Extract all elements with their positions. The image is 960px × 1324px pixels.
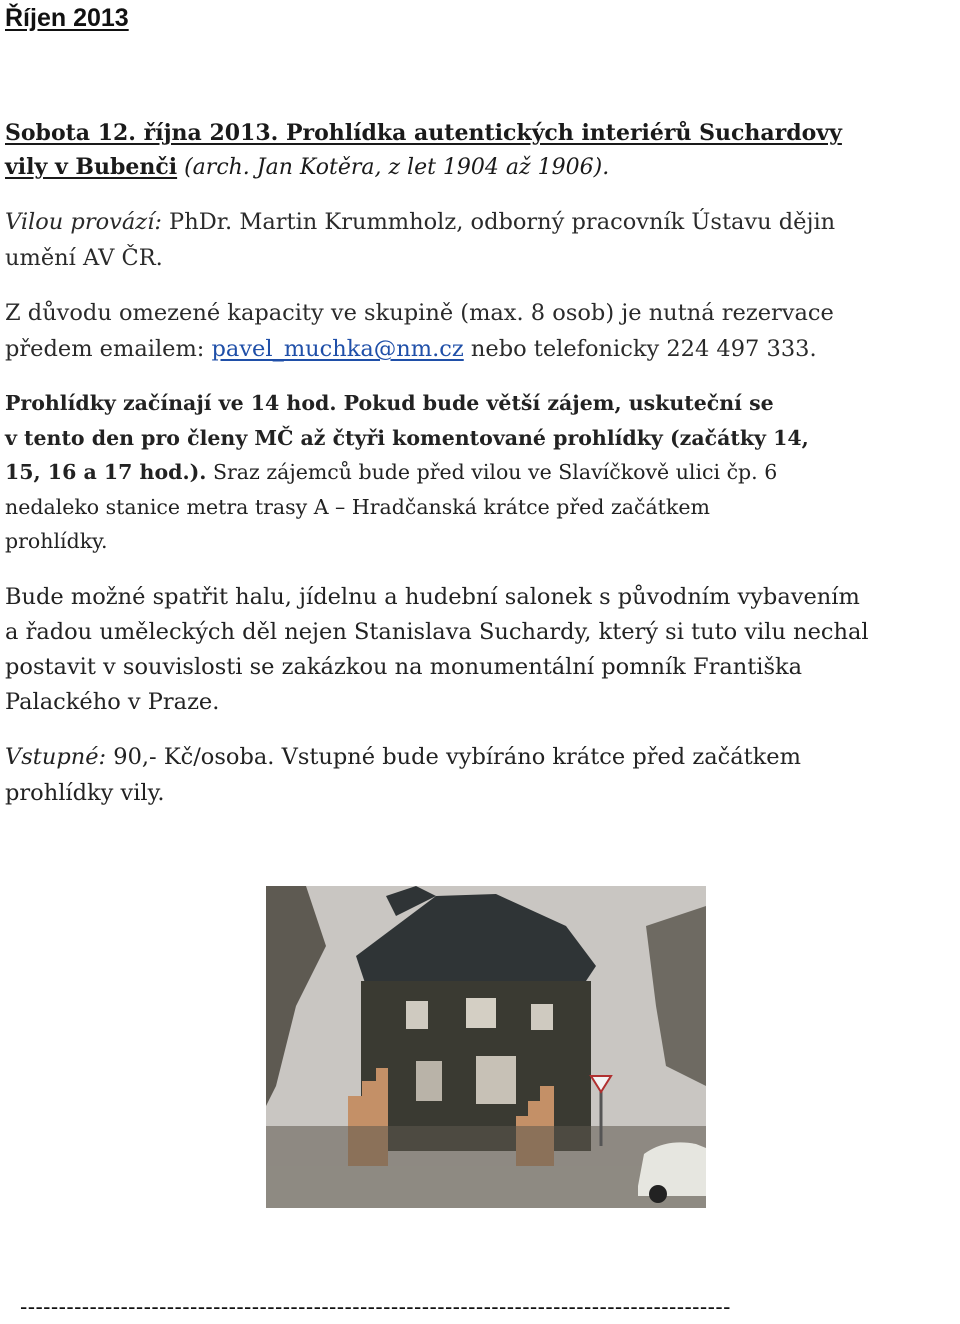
photo-window [416, 1061, 442, 1101]
photo-window [476, 1056, 516, 1104]
description-line-1: Bude možné spatřit halu, jídelnu a hudební salonek s původním vybavením [5, 584, 860, 610]
photo-car-wheel [649, 1185, 667, 1203]
photo-fence [266, 1126, 706, 1166]
email-link[interactable]: pavel_muchka@nm.cz [211, 336, 464, 362]
villa-photo [266, 886, 706, 1208]
event-title-line-1: Sobota 12. října 2013. Prohlídka autentických interiérů Suchardovy [5, 120, 842, 146]
event-title-villa: vily v Bubenči [5, 154, 178, 180]
schedule-extra: Pokud bude větší zájem, uskuteční se [336, 391, 774, 415]
page-heading: Říjen 2013 [5, 4, 129, 32]
guide-institute: umění AV ČR. [5, 245, 163, 271]
description-line-4: Palackého v Praze. [5, 689, 220, 715]
reservation-prefix: předem emailem: [5, 336, 212, 362]
meeting-point: Sraz zájemců bude před vilou ve Slavíčkově ulici čp. 6 [206, 460, 778, 484]
photo-window [531, 1004, 553, 1030]
description-line-3: postavit v souvislosti se zakázkou na monumentální pomník Františka [5, 654, 803, 680]
guide-name: PhDr. Martin Krummholz, odborný pracovník Ústavu dějin [161, 209, 836, 235]
guide-label: Vilou provází: [5, 209, 162, 235]
guide-paragraph [5, 204, 835, 276]
schedule-line-5: prohlídky. [5, 529, 108, 553]
fee-line-2: prohlídky vily. [5, 780, 165, 806]
fee-paragraph [5, 739, 801, 811]
schedule-paragraph [5, 386, 809, 559]
photo-window [466, 998, 496, 1028]
event-title-architect: (arch. Jan Kotěra, z let 1904 až 1906). [177, 155, 610, 180]
schedule-line-4: nedaleko stanice metra trasy A – Hradčanská krátce před začátkem [5, 494, 710, 519]
schedule-line-2: v tento den pro členy MČ až čtyři komentované prohlídky (začátky 14, [5, 425, 809, 450]
fee-label: Vstupné: [5, 744, 107, 770]
reservation-paragraph [5, 295, 834, 367]
schedule-start: Prohlídky začínají ve 14 hod. [5, 391, 337, 415]
description-paragraph [5, 580, 869, 720]
reservation-phone: nebo telefonicky 224 497 333. [463, 336, 817, 362]
villa-photo-illustration [266, 886, 706, 1208]
event-title [5, 116, 842, 185]
reservation-line-1: Z důvodu omezené kapacity ve skupině (max. 8 osob) je nutná rezervace [5, 300, 834, 326]
description-line-2: a řadou uměleckých děl nejen Stanislava Suchardy, který si tuto vilu nechal [5, 619, 869, 645]
section-divider: -------------------------------------------------------------------------------------------- [20, 1294, 731, 1319]
photo-window [406, 1001, 428, 1029]
schedule-times: 15, 16 a 17 hod.). [5, 460, 207, 484]
fee-amount: 90,- Kč/osoba. Vstupné bude vybíráno krátce před začátkem [106, 744, 801, 770]
